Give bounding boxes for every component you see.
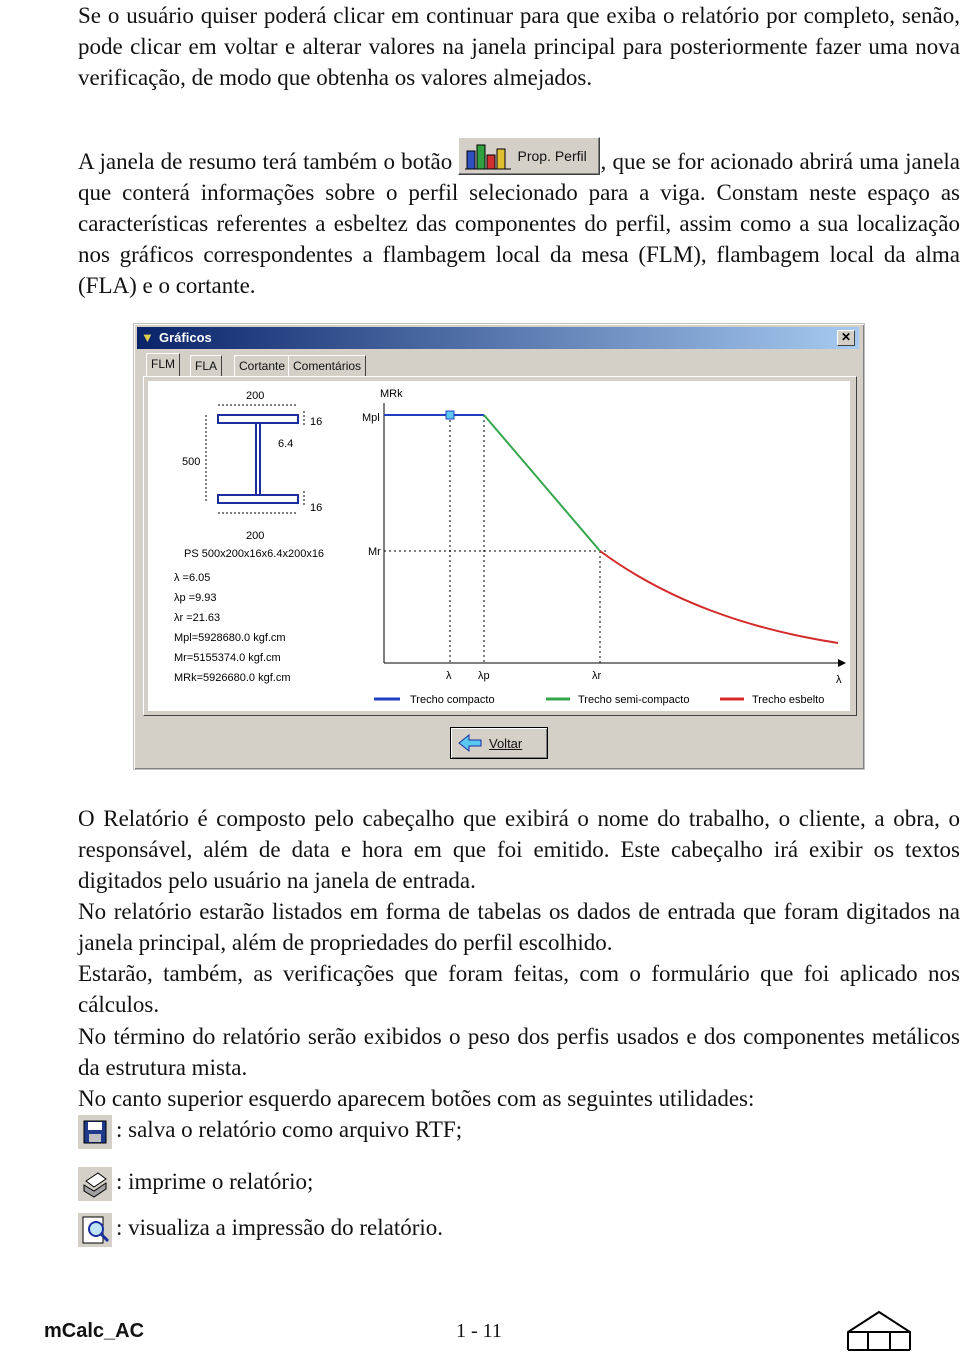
profile-height: 500 (182, 456, 201, 468)
paragraph-3: O Relatório é composto pelo cabeçalho que exibirá o nome do trabalho, o cliente, a obra, o responsável, além de data e hora em que foi emitido. Este cabeçalho irá exibir os textos digitados pelo usuário na janela de entrada. (78, 806, 960, 893)
x-axis-arrow (838, 659, 846, 667)
bar-chart-icon (465, 141, 515, 171)
tab-flm[interactable]: FLM (146, 353, 180, 377)
tab-comentarios[interactable]: Comentários (288, 355, 366, 377)
paragraph-5: Estarão, também, as verificações que foram feitas, com o formulário que foi aplicado nos cálculos. (78, 961, 960, 1017)
i-profile-drawing (206, 405, 304, 513)
printer-icon[interactable] (78, 1167, 112, 1201)
x-tick-lambda-p: λp (478, 670, 490, 682)
truss-logo-icon (846, 1310, 912, 1354)
tool-save-text: : salva o relatório como arquivo RTF; (116, 1117, 463, 1142)
curve-esbelto (600, 551, 838, 643)
x-tick-lambda: λ (446, 670, 452, 682)
profile-flange-bottom: 16 (310, 502, 323, 514)
paragraph-2-end: , que se for acionado abrirá uma janela que conterá informações sobre o perfil selecionado para a viga. Constam neste espaço as características referentes a esbeltez das componentes do perfil, assim como a sua localização nos gráficos correspondentes a flambagem local da mesa (FLM), flambagem local da alma (FLA) e o cortante. (78, 149, 960, 298)
curve-semi-compacto (484, 415, 600, 551)
chart-x-label: λ (836, 674, 842, 686)
prop-mr: Mr=5155374.0 kgf.cm (174, 652, 281, 664)
profile-width-top: 200 (246, 390, 265, 402)
paragraph-2-start: A janela de resumo terá também o botão (78, 149, 453, 174)
window-app-icon: ▼ (141, 330, 154, 345)
voltar-button[interactable] (450, 727, 548, 759)
profile-web: 6.4 (278, 438, 294, 450)
chart-label-mrk: MRk (380, 388, 403, 400)
paragraph-7: No canto superior esquerdo aparecem botões com as seguintes utilidades: (78, 1086, 755, 1111)
current-point-marker (446, 411, 454, 419)
window-title: Gráficos (159, 330, 212, 345)
tool-row-preview (78, 1212, 443, 1247)
tool-row-save (78, 1114, 462, 1149)
prop-perfil-button[interactable] (458, 137, 600, 175)
footer-logo: mCalc_AC (44, 1320, 145, 1342)
chart-label-mr: Mr (368, 546, 381, 558)
footer-page-number: 1 - 11 (456, 1320, 502, 1342)
profile-width-bottom: 200 (246, 530, 265, 542)
close-button[interactable]: ✕ (837, 330, 855, 346)
paragraph-6: No término do relatório serão exibidos o peso dos perfis usados e dos componentes metálicos da estrutura mista. (78, 1024, 960, 1080)
paragraph-2 (78, 137, 960, 301)
graficos-window (133, 323, 865, 770)
voltar-label: Voltar (489, 736, 523, 751)
paragraph-1: Se o usuário quiser poderá clicar em continuar para que exiba o relatório por completo, senão, pode clicar em voltar e alterar valores na janela principal para posteriormente fazer uma nova verificação, de modo que obtenha os valores almejados. (78, 3, 960, 90)
profile-flange-top: 16 (310, 416, 323, 428)
paragraph-4: No relatório estarão listados em forma de tabelas os dados de entrada que foram digitados na janela principal, além de propriedades do perfil escolhido. (78, 899, 960, 955)
tool-row-print (78, 1166, 313, 1201)
prop-lambda: λ =6.05 (174, 572, 211, 584)
tab-cortante[interactable]: Cortante (234, 355, 290, 377)
prop-perfil-label: Prop. Perfil (517, 148, 587, 164)
legend-esbelto: Trecho esbelto (752, 694, 825, 706)
chart-svg (148, 381, 850, 711)
tab-fla[interactable]: FLA (190, 355, 222, 377)
print-preview-icon[interactable] (78, 1213, 112, 1247)
prop-lambda-p: λp =9.93 (174, 592, 217, 604)
x-tick-lambda-r: λr (592, 670, 602, 682)
prop-lambda-r: λr =21.63 (174, 612, 221, 624)
floppy-disk-icon[interactable] (78, 1115, 112, 1149)
arrow-left-icon (457, 733, 483, 753)
tool-print-text: : imprime o relatório; (116, 1169, 314, 1194)
prop-mpl: Mpl=5928680.0 kgf.cm (174, 632, 286, 644)
profile-name: PS 500x200x16x6.4x200x16 (184, 548, 325, 560)
tool-preview-text: : visualiza a impressão do relatório. (116, 1215, 444, 1240)
chart-canvas (148, 381, 850, 711)
chart-label-mpl: Mpl (362, 412, 380, 424)
tab-panel (143, 376, 857, 716)
legend-compacto: Trecho compacto (410, 694, 495, 706)
legend-semi-compacto: Trecho semi-compacto (578, 694, 690, 706)
window-titlebar (137, 327, 859, 349)
prop-mrk: MRk=5926680.0 kgf.cm (174, 672, 291, 684)
